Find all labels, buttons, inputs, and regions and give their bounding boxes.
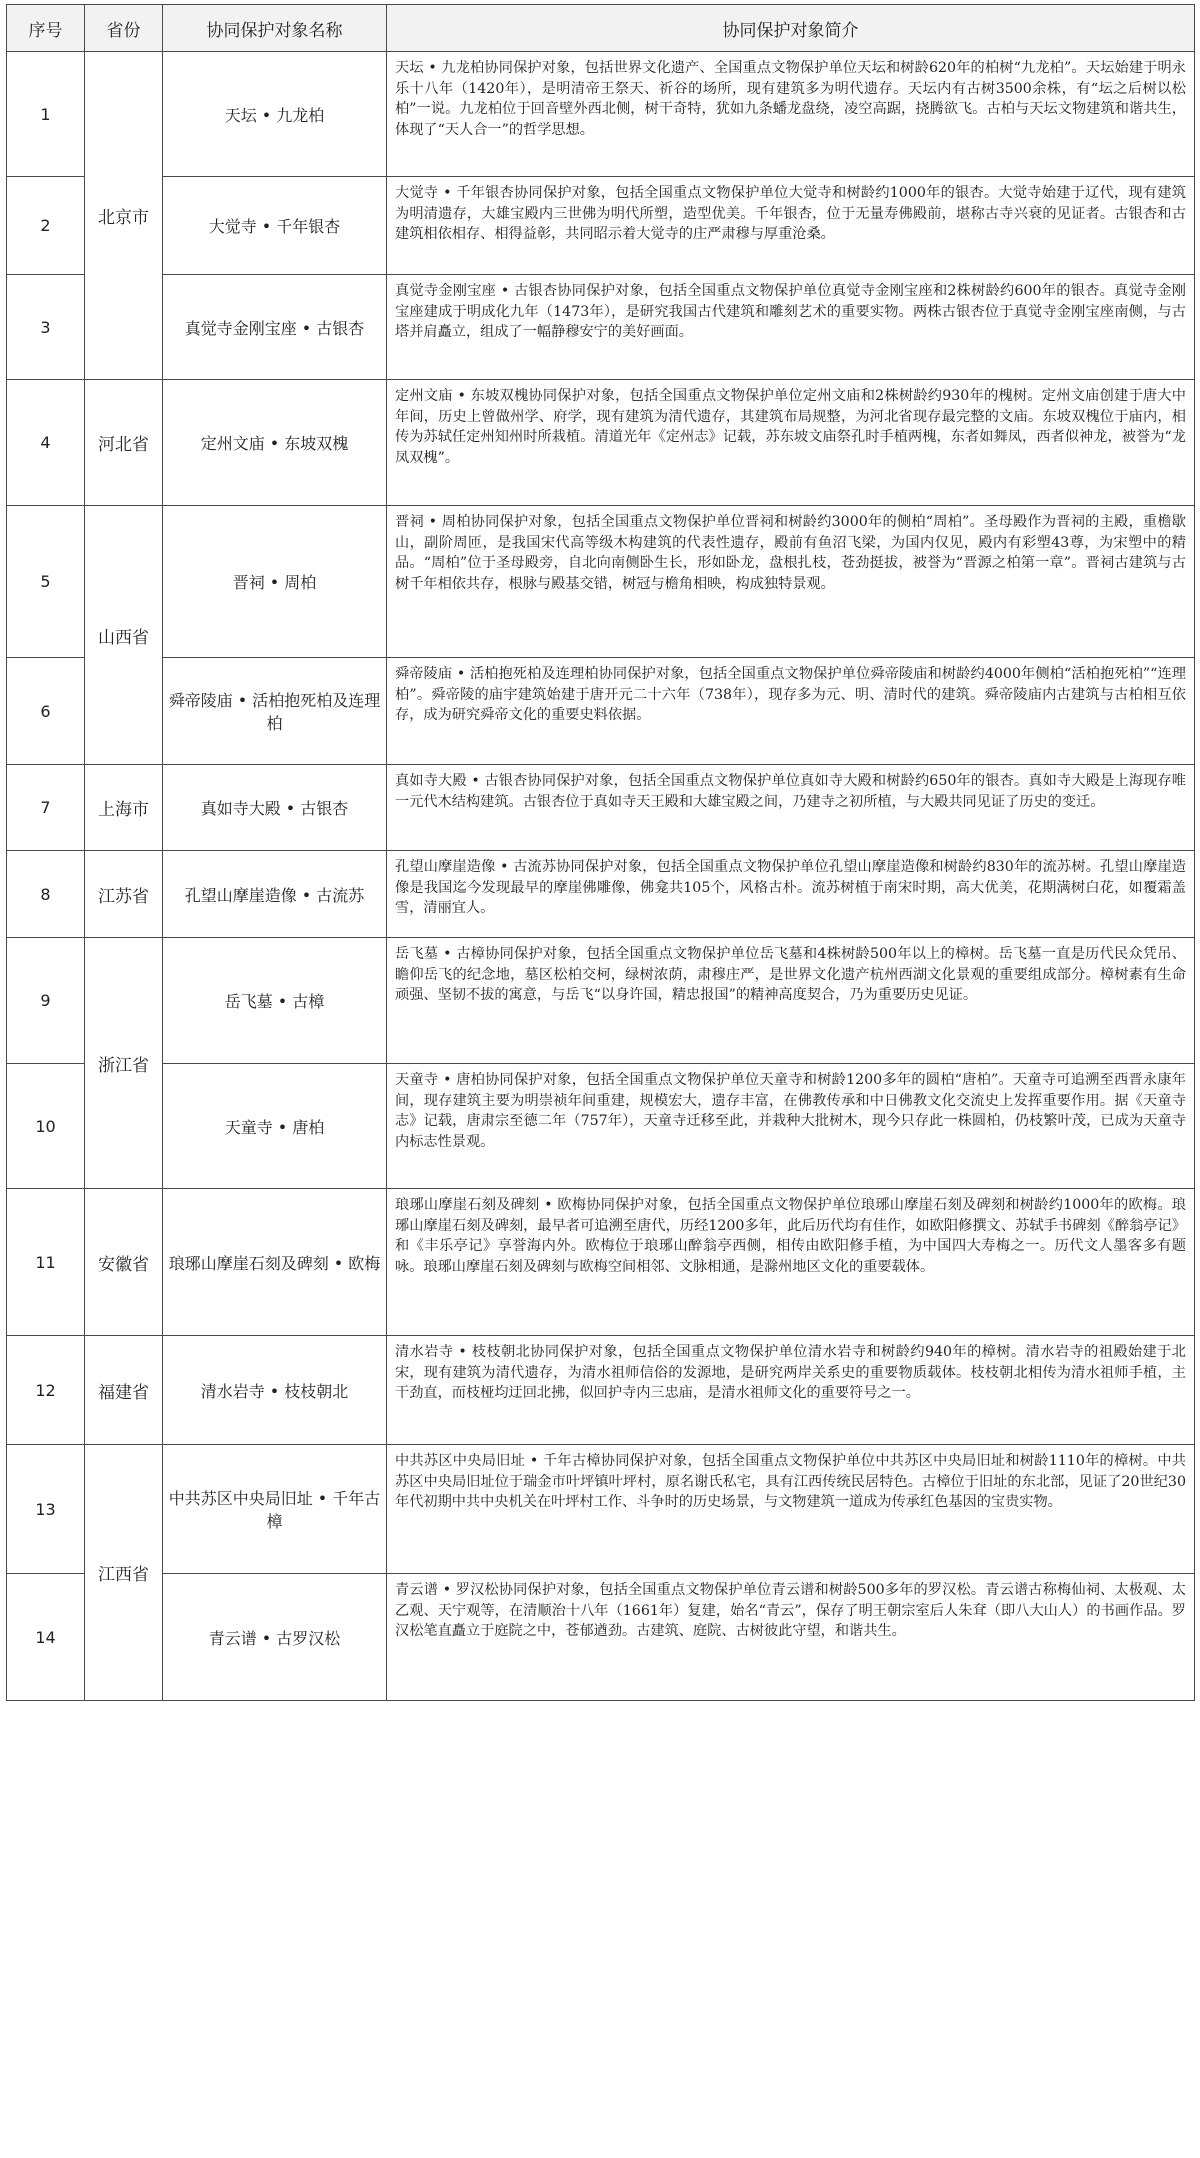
row-number: 13 — [7, 1445, 85, 1574]
province-cell: 浙江省 — [85, 938, 163, 1189]
object-description: 琅琊山摩崖石刻及碑刻 • 欧梅协同保护对象，包括全国重点文物保护单位琅琊山摩崖石刻及碑刻和树龄约1000年的欧梅。琅琊山摩崖石刻及碑刻，最早者可追溯至唐代，历经1200多年，此后历代均有佳作，如欧阳修撰文、苏轼手书碑刻《醉翁亭记》和《丰乐亭记》享誉海内外。欧梅位于琅琊山醉翁亭西侧，相传由欧阳修手植，为中国四大寿梅之一。历代文人墨客多有题咏。琅琊山摩崖石刻及碑刻与欧梅空间相邻、文脉相通，是滁州地区文化的重要载体。 — [387, 1189, 1195, 1336]
object-name: 晋祠 • 周柏 — [163, 506, 387, 658]
object-name: 岳飞墓 • 古樟 — [163, 938, 387, 1064]
row-number: 3 — [7, 275, 85, 380]
object-name: 大觉寺 • 千年银杏 — [163, 177, 387, 275]
table-row — [7, 177, 1195, 275]
table-row — [7, 658, 1195, 765]
header-name: 协同保护对象名称 — [163, 5, 387, 52]
object-description: 中共苏区中央局旧址 • 千年古樟协同保护对象，包括全国重点文物保护单位中共苏区中央局旧址和树龄1110年的樟树。中共苏区中央局旧址位于瑞金市叶坪镇叶坪村，原名谢氏私宅，具有江西传统民居特色。古樟位于旧址的东北部，见证了20世纪30年代初期中共中央机关在叶坪村工作、斗争时的历史场景，与文物建筑一道成为传承红色基因的宝贵实物。 — [387, 1445, 1195, 1574]
object-description: 清水岩寺 • 枝枝朝北协同保护对象，包括全国重点文物保护单位清水岩寺和树龄约940年的樟树。清水岩寺的祖殿始建于北宋，现有建筑为清代遗存，为清水祖师信俗的发源地，是研究两岸关系史的重要物质载体。枝枝朝北相传为清水祖师手植，主干劲直，而枝桠均迂回北拂，似回护寺内三忠庙，是清水祖师文化的重要符号之一。 — [387, 1336, 1195, 1445]
header-province: 省份 — [85, 5, 163, 52]
province-cell: 安徽省 — [85, 1189, 163, 1336]
row-number: 14 — [7, 1574, 85, 1701]
object-name: 天童寺 • 唐柏 — [163, 1064, 387, 1189]
row-number: 10 — [7, 1064, 85, 1189]
object-description: 天童寺 • 唐柏协同保护对象，包括全国重点文物保护单位天童寺和树龄1200多年的圆柏“唐柏”。天童寺可追溯至西晋永康年间，现存建筑主要为明崇祯年间重建，规模宏大，遗存丰富，在佛教传承和中日佛教文化交流史上发挥重要作用。据《天童寺志》记载，唐肃宗至德二年（757年），天童寺迁移至此，并栽种大批树木，现今只存此一株圆柏，仍枝繁叶茂，已成为天童寺内标志性景观。 — [387, 1064, 1195, 1189]
object-description: 孔望山摩崖造像 • 古流苏协同保护对象，包括全国重点文物保护单位孔望山摩崖造像和树龄约830年的流苏树。孔望山摩崖造像是我国迄今发现最早的摩崖佛雕像，佛龛共105个，风格古朴。流苏树植于南宋时期，高大优美，花期满树白花，如覆霜盖雪，清丽宜人。 — [387, 851, 1195, 938]
object-description: 天坛 • 九龙柏协同保护对象，包括世界文化遗产、全国重点文物保护单位天坛和树龄620年的柏树“九龙柏”。天坛始建于明永乐十八年（1420年），是明清帝王祭天、祈谷的场所，现有建筑多为明代遗存。天坛内有古树3500余株，有“坛之后树以松柏”一说。九龙柏位于回音壁外西北侧，树干奇特，犹如九条蟠龙盘绕，凌空高踞，挠腾欲飞。古柏与天坛文物建筑和谐共生，体现了“天人合一”的哲学思想。 — [387, 52, 1195, 177]
row-number: 11 — [7, 1189, 85, 1336]
object-name: 天坛 • 九龙柏 — [163, 52, 387, 177]
row-number: 12 — [7, 1336, 85, 1445]
object-name: 真觉寺金刚宝座 • 古银杏 — [163, 275, 387, 380]
object-description: 岳飞墓 • 古樟协同保护对象，包括全国重点文物保护单位岳飞墓和4株树龄500年以上的樟树。岳飞墓一直是历代民众凭吊、瞻仰岳飞的纪念地，墓区松柏交柯，绿树浓荫，肃穆庄严，是世界文化遗产杭州西湖文化景观的重要组成部分。樟树素有生命顽强、坚韧不拔的寓意，与岳飞“以身许国，精忠报国”的精神高度契合，乃为重要历史见证。 — [387, 938, 1195, 1064]
table-row — [7, 851, 1195, 938]
object-name: 中共苏区中央局旧址 • 千年古樟 — [163, 1445, 387, 1574]
header-desc: 协同保护对象简介 — [387, 5, 1195, 52]
table-row — [7, 1445, 1195, 1574]
object-description: 大觉寺 • 千年银杏协同保护对象，包括全国重点文物保护单位大觉寺和树龄约1000年的银杏。大觉寺始建于辽代，现有建筑为明清遗存，大雄宝殿内三世佛为明代所塑，造型优美。千年银杏，位于无量寿佛殿前，堪称古寺兴衰的见证者。古银杏和古建筑相依相存、相得益彰，共同昭示着大觉寺的庄严肃穆与厚重沧桑。 — [387, 177, 1195, 275]
table-row — [7, 275, 1195, 380]
object-description: 青云谱 • 罗汉松协同保护对象，包括全国重点文物保护单位青云谱和树龄500多年的罗汉松。青云谱古称梅仙祠、太极观、太乙观、天宁观等，在清顺治十八年（1661年）复建，始名“青云”，保存了明王朝宗室后人朱耷（即八大山人）的书画作品。罗汉松笔直矗立于庭院之中，苍郁遒劲。古建筑、庭院、古树彼此守望，和谐共生。 — [387, 1574, 1195, 1701]
protection-table — [6, 4, 1195, 1701]
table-row — [7, 52, 1195, 177]
province-cell: 江苏省 — [85, 851, 163, 938]
province-cell: 河北省 — [85, 380, 163, 506]
table-row — [7, 380, 1195, 506]
table-row — [7, 1574, 1195, 1701]
table-row — [7, 1189, 1195, 1336]
object-name: 孔望山摩崖造像 • 古流苏 — [163, 851, 387, 938]
object-name: 舜帝陵庙 • 活柏抱死柏及连理柏 — [163, 658, 387, 765]
table-row — [7, 1064, 1195, 1189]
province-cell: 北京市 — [85, 52, 163, 380]
row-number: 4 — [7, 380, 85, 506]
province-cell: 上海市 — [85, 765, 163, 851]
object-name: 定州文庙 • 东坡双槐 — [163, 380, 387, 506]
row-number: 7 — [7, 765, 85, 851]
header-no: 序号 — [7, 5, 85, 52]
object-description: 舜帝陵庙 • 活柏抱死柏及连理柏协同保护对象，包括全国重点文物保护单位舜帝陵庙和树龄约4000年侧柏“活柏抱死柏”“连理柏”。舜帝陵的庙宇建筑始建于唐开元二十六年（738年），现存多为元、明、清时代的建筑。舜帝陵庙内古建筑与古柏相互依存，成为研究舜帝文化的重要史料依据。 — [387, 658, 1195, 765]
row-number: 9 — [7, 938, 85, 1064]
table-row — [7, 938, 1195, 1064]
object-name: 青云谱 • 古罗汉松 — [163, 1574, 387, 1701]
object-name: 清水岩寺 • 枝枝朝北 — [163, 1336, 387, 1445]
row-number: 6 — [7, 658, 85, 765]
table-row — [7, 1336, 1195, 1445]
object-name: 真如寺大殿 • 古银杏 — [163, 765, 387, 851]
row-number: 2 — [7, 177, 85, 275]
province-cell: 江西省 — [85, 1445, 163, 1701]
table-row — [7, 765, 1195, 851]
province-cell: 山西省 — [85, 506, 163, 765]
table-row — [7, 506, 1195, 658]
table-header-row — [7, 5, 1195, 52]
object-description: 定州文庙 • 东坡双槐协同保护对象，包括全国重点文物保护单位定州文庙和2株树龄约930年的槐树。定州文庙创建于唐大中年间，历史上曾做州学、府学，现有建筑为清代遗存，其建筑布局规整，为河北省现存最完整的文庙。东坡双槐位于庙内，相传为苏轼任定州知州时所栽植。清道光年《定州志》记载，苏东坡文庙祭孔时手植两槐，东者如舞凤，西者似神龙，被誉为“龙凤双槐”。 — [387, 380, 1195, 506]
object-description: 晋祠 • 周柏协同保护对象，包括全国重点文物保护单位晋祠和树龄约3000年的侧柏“周柏”。圣母殿作为晋祠的主殿，重檐歇山，副阶周匝，是我国宋代高等级木构建筑的代表性遗存，殿前有鱼沼飞梁，为国内仅见，殿内有彩塑43尊，为宋塑中的精品。“周柏”位于圣母殿旁，自北向南侧卧生长，形如卧龙，盘根扎枝，苍劲挺拔，被誉为“晋源之柏第一章”。晋祠古建筑与古树千年相依共存，根脉与殿基交错，树冠与檐角相映，构成独特景观。 — [387, 506, 1195, 658]
object-name: 琅琊山摩崖石刻及碑刻 • 欧梅 — [163, 1189, 387, 1336]
row-number: 1 — [7, 52, 85, 177]
province-cell: 福建省 — [85, 1336, 163, 1445]
object-description: 真如寺大殿 • 古银杏协同保护对象，包括全国重点文物保护单位真如寺大殿和树龄约650年的银杏。真如寺大殿是上海现存唯一元代木结构建筑。古银杏位于真如寺天王殿和大雄宝殿之间，乃建寺之初所植，与大殿共同见证了历史的变迁。 — [387, 765, 1195, 851]
row-number: 5 — [7, 506, 85, 658]
object-description: 真觉寺金刚宝座 • 古银杏协同保护对象，包括全国重点文物保护单位真觉寺金刚宝座和2株树龄约600年的银杏。真觉寺金刚宝座建成于明成化九年（1473年），是研究我国古代建筑和雕刻艺术的重要实物。两株古银杏位于真觉寺金刚宝座南侧，与古塔并肩矗立，组成了一幅静穆安宁的美好画面。 — [387, 275, 1195, 380]
row-number: 8 — [7, 851, 85, 938]
